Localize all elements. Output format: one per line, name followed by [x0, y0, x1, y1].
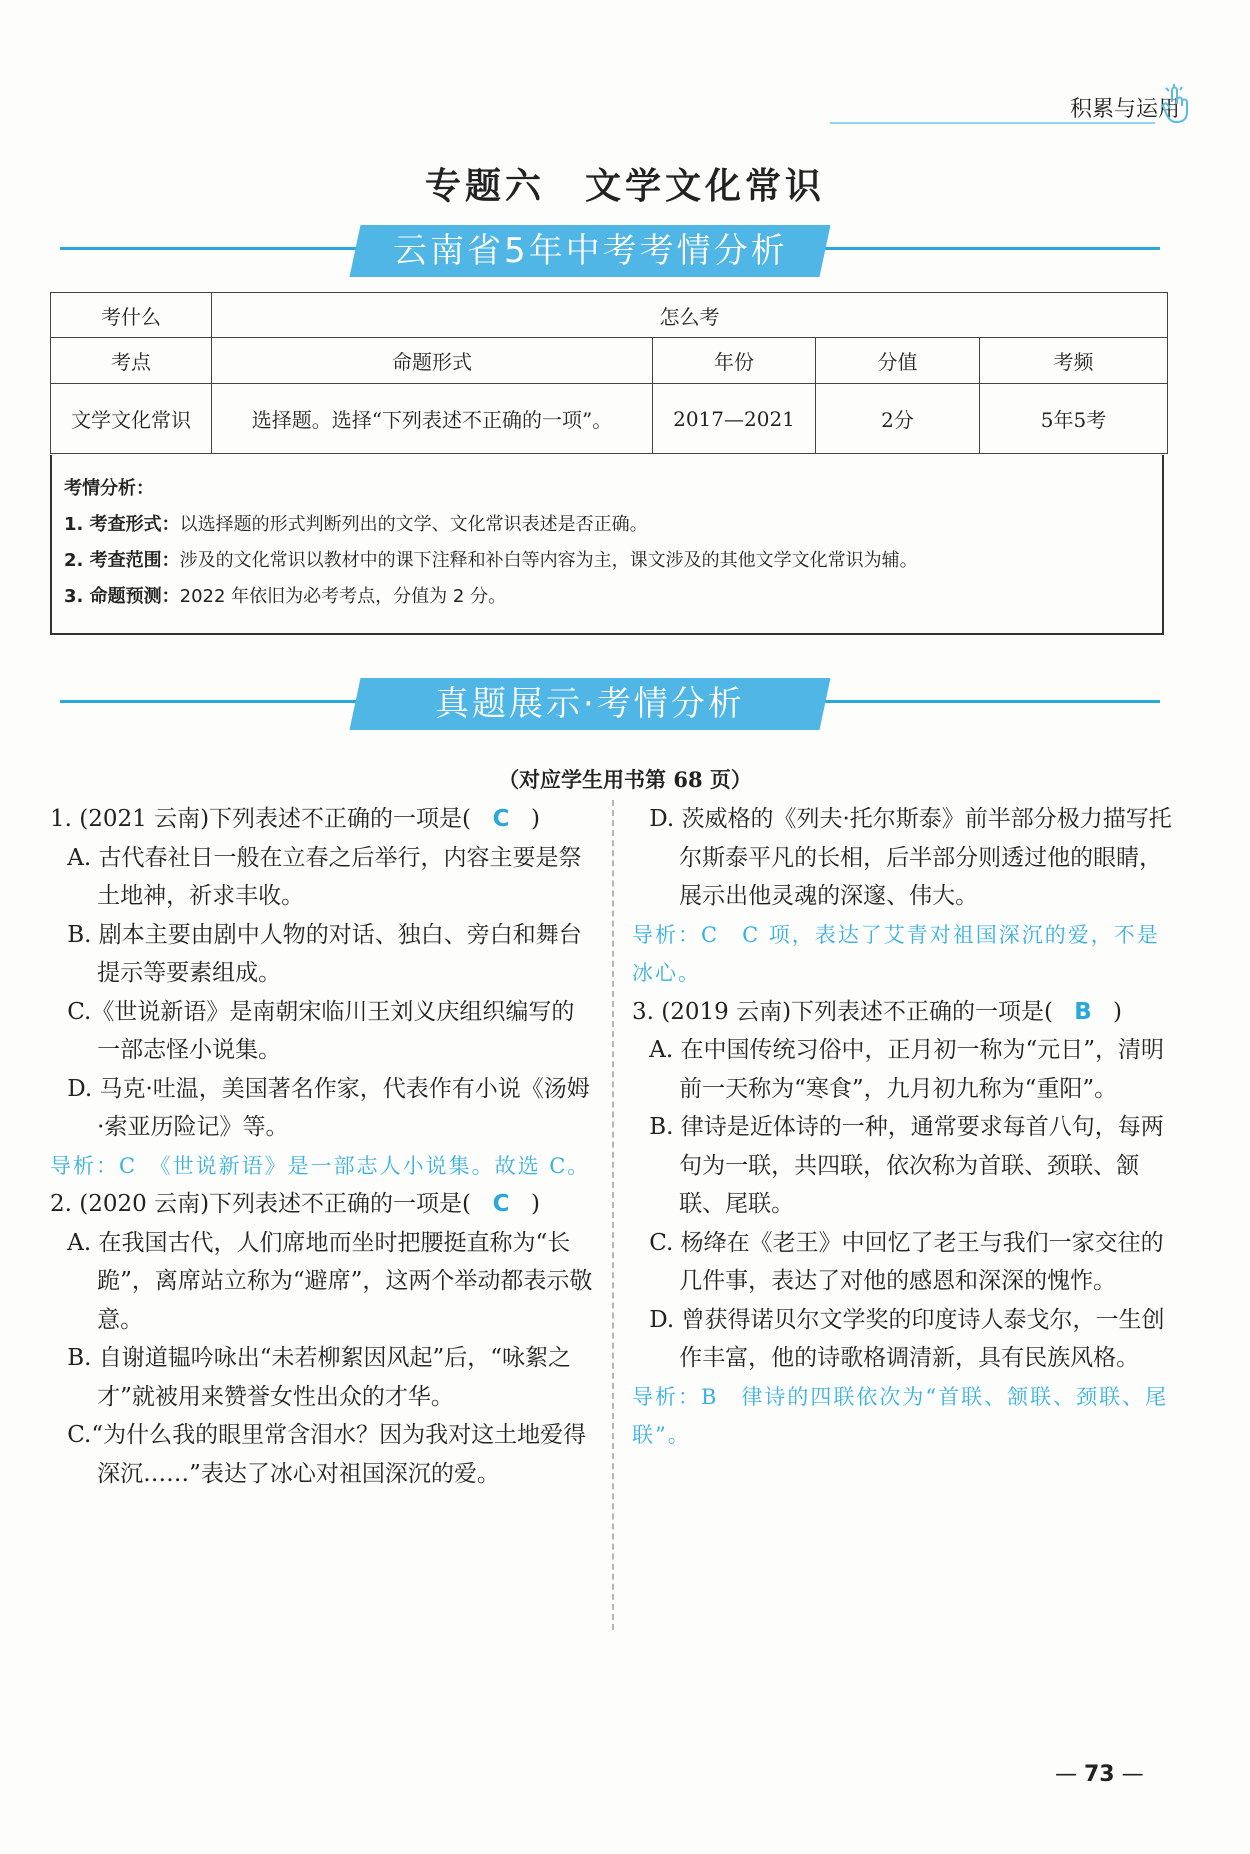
- option: C.“为什么我的眼里常含泪水？因为我对这土地爱得深沉……”表达了冰心对祖国深沉的爱。: [67, 1422, 587, 1487]
- page-number: — 73 —: [1055, 1762, 1144, 1787]
- banner-label: 真题展示·考情分析: [435, 684, 745, 724]
- section-tag: 积累与运用: [1069, 97, 1180, 122]
- table-col-header: 命题形式: [212, 338, 653, 384]
- analysis-heading: 考情分析：: [64, 478, 154, 499]
- section-banner-real-questions: [349, 678, 830, 730]
- table-cell: 选择题。选择“下列表述不正确的一项”。: [212, 384, 653, 454]
- reference-note: （对应学生用书第 68 页）: [498, 767, 752, 792]
- option: A. 在中国传统习俗中，正月初一称为“元日”，清明前一天称为“寒食”，九月初九称为“重阳”。: [649, 1037, 1164, 1102]
- table-col-header: 年份: [653, 338, 816, 384]
- analysis-item: [64, 543, 1162, 579]
- table-header-what: 考什么: [51, 293, 212, 338]
- option: A. 在我国古代，人们席地而坐时把腰挺直称为“长跪”，离席站立称为“避席”，这两个举动都表示敬意。: [67, 1229, 593, 1333]
- analysis-item: [64, 507, 1162, 543]
- guide-analysis: 导析：B 律诗的四联依次为“首联、颔联、颈联、尾联”。: [632, 1384, 1169, 1447]
- answer-mark: C: [492, 806, 510, 832]
- right-column: [632, 800, 1177, 1455]
- table-col-header: 考点: [51, 338, 212, 384]
- analysis-label: 1. 考查形式：: [64, 514, 180, 535]
- option: D. 茨威格的《列夫·托尔斯泰》前半部分极力描写托尔斯泰平凡的长相，后半部分则透过他的眼睛，展示出他灵魂的深邃、伟大。: [649, 806, 1172, 909]
- option: B. 律诗是近体诗的一种，通常要求每首八句，每两句为一联，共四联，依次称为首联、颈联、颔联、尾联。: [649, 1114, 1164, 1217]
- guide-analysis: 导析：C C 项，表达了艾青对祖国深沉的爱，不是冰心。: [632, 922, 1160, 985]
- option: B. 自谢道韫吟咏出“未若柳絮因风起”后，“咏絮之才”就被用来赞誉女性出众的才华。: [67, 1345, 572, 1410]
- answer-mark: B: [1074, 998, 1092, 1025]
- page-number-value: 73: [1084, 1762, 1115, 1787]
- question-stem: 3. (2019 云南)下列表述不正确的一项是( B ): [632, 993, 1177, 1032]
- header-rule: [830, 122, 1155, 124]
- table-cell: 2017—2021: [653, 384, 816, 454]
- option: D. 马克·吐温，美国著名作家，代表作有小说《汤姆·索亚历险记》等。: [67, 1075, 590, 1140]
- table-cell: 5年5考: [980, 384, 1168, 454]
- analysis-box: [50, 455, 1164, 635]
- analysis-text: 涉及的文化常识以教材中的课下注释和补白等内容为主，课文涉及的其他文学文化常识为辅。: [179, 550, 918, 571]
- option: C.《世说新语》是南朝宋临川王刘义庆组织编写的一部志怪小说集。: [67, 998, 575, 1063]
- left-column: [50, 800, 595, 1493]
- analysis-text: 2022 年依旧为必考考点，分值为 2 分。: [179, 586, 507, 607]
- option: A. 古代春社日一般在立春之后举行，内容主要是祭土地神，祈求丰收。: [67, 844, 582, 909]
- question-stem: 1. (2021 云南)下列表述不正确的一项是( C ): [50, 800, 595, 839]
- answer-mark: C: [492, 1191, 510, 1217]
- exam-info-table: [50, 292, 1168, 454]
- analysis-text: 以选择题的形式判断列出的文学、文化常识表述是否正确。: [179, 514, 648, 535]
- table-cell: 2分: [816, 384, 980, 454]
- analysis-label: 2. 考查范围：: [64, 550, 180, 571]
- analysis-item: [64, 579, 1162, 615]
- banner-label: 云南省5年中考考情分析: [392, 231, 788, 271]
- table-header-how: 怎么考: [212, 293, 1168, 338]
- option: D. 曾获得诺贝尔文学奖的印度诗人泰戈尔，一生创作丰富，他的诗歌格调清新，具有民族风格。: [649, 1306, 1165, 1371]
- analysis-label: 3. 命题预测：: [64, 586, 180, 607]
- guide-analysis: 导析：C 《世说新语》是一部志人小说集。故选 C。: [50, 1153, 591, 1178]
- table-col-header: 分值: [816, 338, 980, 384]
- table-cell: 文学文化常识: [51, 384, 212, 454]
- column-divider: [612, 800, 614, 1630]
- table-col-header: 考频: [980, 338, 1168, 384]
- pointing-hand-icon: [1160, 84, 1190, 124]
- option: B. 剧本主要由剧中人物的对话、独白、旁白和舞台提示等要素组成。: [67, 921, 582, 986]
- page-title: 专题六 文学文化常识: [424, 166, 825, 207]
- question-stem: 2. (2020 云南)下列表述不正确的一项是( C ): [50, 1185, 595, 1224]
- option: C. 杨绛在《老王》中回忆了老王与我们一家交往的几件事，表达了对他的感恩和深深的愧怍。: [649, 1229, 1164, 1294]
- section-banner-analysis: [349, 225, 830, 277]
